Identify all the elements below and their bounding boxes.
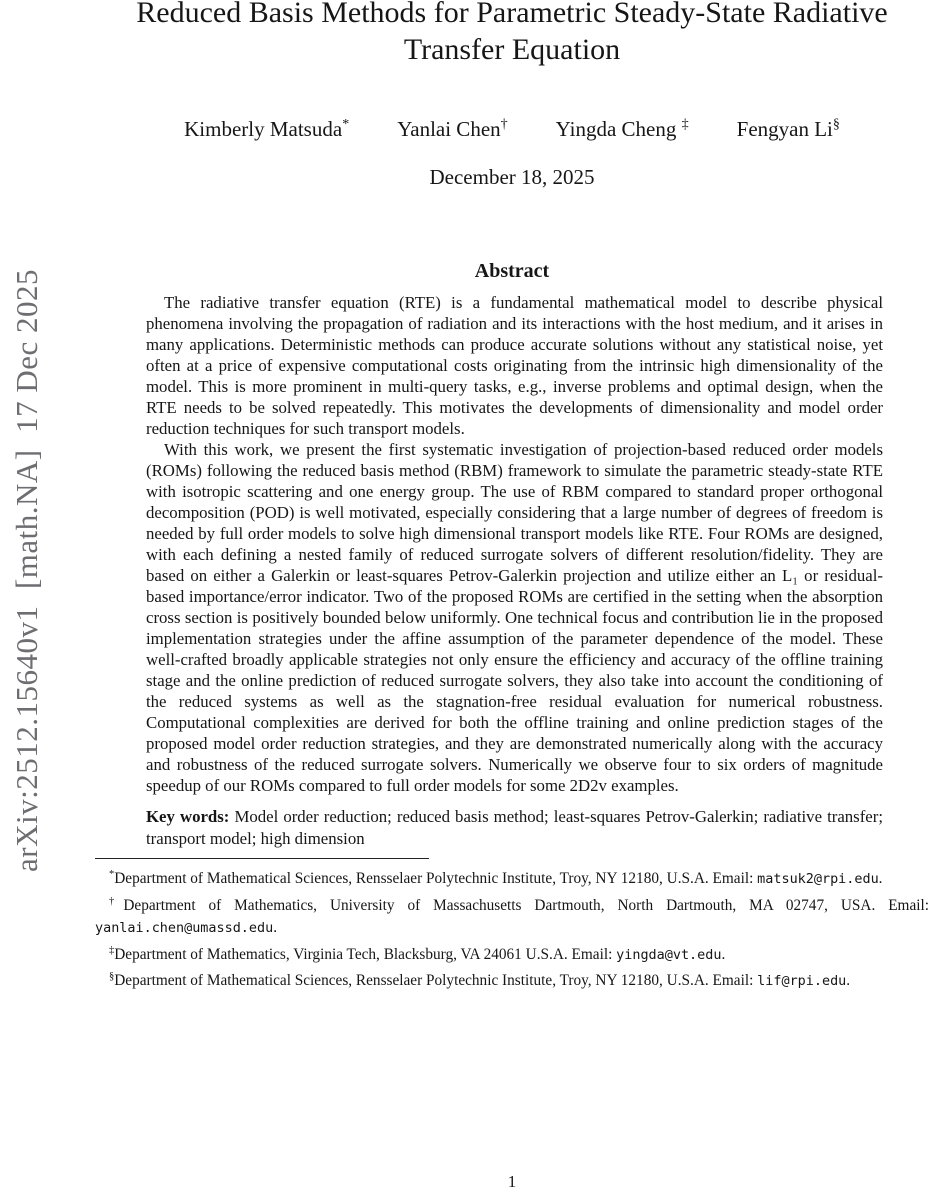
abstract-paragraph-1: The radiative transfer equation (RTE) is a fundamental mathematical model to describe physical phenomena involving the propagation of radiation and its interactions with the host medium, and it arises in many applications. Deterministic methods can produce accurate solutions without any statistical noise, yet often at a price of expensive computational costs originating from the intrinsic high dimensionality of the model. This is more prominent in multi-query tasks, e.g., inverse problems and optimal design, when the RTE needs to be solved repeatedly. This motivates the developments of dimensionality and model order reduction techniques for such transport models. bbox=[146, 293, 883, 438]
footnote-mark: * bbox=[109, 869, 115, 880]
footnote-mark: † bbox=[109, 895, 124, 907]
footnote-text: Department of Mathematics, University of Massachusetts Dartmouth, North Dartmouth, MA 02747, USA. Email: bbox=[123, 896, 929, 914]
author-footnote-mark: ‡ bbox=[681, 117, 689, 132]
author-name: Kimberly Matsuda bbox=[184, 117, 343, 141]
abstract-body bbox=[146, 292, 883, 796]
author-footnote-mark: * bbox=[342, 117, 350, 132]
author-2 bbox=[397, 112, 507, 142]
paper-date: December 18, 2025 bbox=[429, 165, 595, 189]
footnote-suffix: . bbox=[721, 945, 726, 963]
footnote-text: Department of Mathematical Sciences, Rensselaer Polytechnic Institute, Troy, NY 12180, U.S.A. Email: bbox=[114, 972, 758, 990]
footnote-item-1 bbox=[95, 864, 929, 891]
footnote-mark: ‡ bbox=[109, 944, 115, 956]
author-list bbox=[95, 112, 929, 142]
footnote-email: yanlai.chen@umassd.edu bbox=[95, 920, 274, 936]
author-name: Yanlai Chen bbox=[397, 117, 501, 141]
footnotes-section bbox=[95, 864, 929, 993]
title-line-2: Transfer Equation bbox=[403, 33, 621, 66]
author-4 bbox=[737, 112, 840, 142]
author-1 bbox=[184, 112, 349, 142]
author-name: Fengyan Li bbox=[736, 117, 833, 141]
title-line-1: Reduced Basis Methods for Parametric Steady-State Radiative bbox=[136, 0, 888, 29]
author-footnote-mark: † bbox=[500, 117, 508, 132]
footnote-text: Department of Mathematical Sciences, Rensselaer Polytechnic Institute, Troy, NY 12180, U.S.A. Email: bbox=[114, 870, 758, 888]
footnote-suffix: . bbox=[846, 972, 851, 990]
page-number: 1 bbox=[507, 1172, 517, 1191]
footnote-email: lif@rpi.edu bbox=[757, 974, 847, 990]
footnote-text: Department of Mathematics, Virginia Tech, Blacksburg, VA 24061 U.S.A. Email: bbox=[114, 945, 617, 963]
keywords-label: Key words: bbox=[146, 807, 230, 826]
footnote-email: yingda@vt.edu bbox=[616, 947, 722, 963]
abstract-heading: Abstract bbox=[474, 260, 550, 282]
footnote-suffix: . bbox=[273, 918, 278, 936]
footnote-mark: § bbox=[109, 971, 115, 983]
author-footnote-mark: § bbox=[832, 117, 840, 132]
paper-title bbox=[95, 0, 929, 68]
arxiv-watermark: arXiv:2512.15640v1 [math.NA] 17 Dec 2025 bbox=[9, 268, 44, 872]
keywords-text: Model order reduction; reduced basis method; least-squares Petrov-Galerkin; radiative transfer; transport model; high dimension bbox=[146, 807, 883, 848]
footnote-suffix: . bbox=[878, 870, 883, 888]
keywords-line bbox=[146, 806, 883, 849]
author-3 bbox=[556, 112, 689, 142]
abstract-section bbox=[95, 258, 929, 849]
footnote-item-4 bbox=[95, 966, 929, 993]
abstract-paragraph-2: With this work, we present the first systematic investigation of projection-based reduced order models (ROMs) following the reduced basis method (RBM) framework to simulate the parametric steady-state RTE with isotropic scattering and one energy group. The use of RBM compared to standard proper orthogonal decomposition (POD) is well motivated, especially considering that a large number of degrees of freedom is needed by full order models to solve high dimensional transport models like RTE. Four ROMs are designed, with each defining a nested family of reduced surrogate solvers of different resolution/fidelity. They are based on either a Galerkin or least-squares Petrov-Galerkin projection and utilize either an L₁ or residual-based importance/error indicator. Two of the proposed ROMs are certified in the setting when the absorption cross section is positively bounded below uniformly. One technical focus and contribution lie in the proposed implementation strategies under the affine assumption of the parameter dependence of the model. These well-crafted broadly applicable strategies not only ensure the efficiency and accuracy of the offline training stage and the online prediction of reduced surrogate solvers, they also take into account the conditioning of the reduced systems as well as the stagnation-free residual evaluation for numerical robustness. Computational complexities are derived for both the offline training and online prediction stages of the proposed model order reduction strategies, and they are demonstrated numerically along with the accuracy and robustness of the reduced surrogate solvers. Numerically we observe four to six orders of magnitude speedup of our ROMs compared to full order models for some 2D2v examples. bbox=[146, 440, 883, 795]
footnote-rule bbox=[95, 858, 429, 859]
author-name: Yingda Cheng bbox=[555, 117, 682, 141]
paper-content bbox=[95, 0, 929, 993]
footnote-item-2 bbox=[95, 891, 929, 940]
footnote-email: matsuk2@rpi.edu bbox=[757, 872, 879, 888]
footnote-item-3 bbox=[95, 940, 929, 967]
